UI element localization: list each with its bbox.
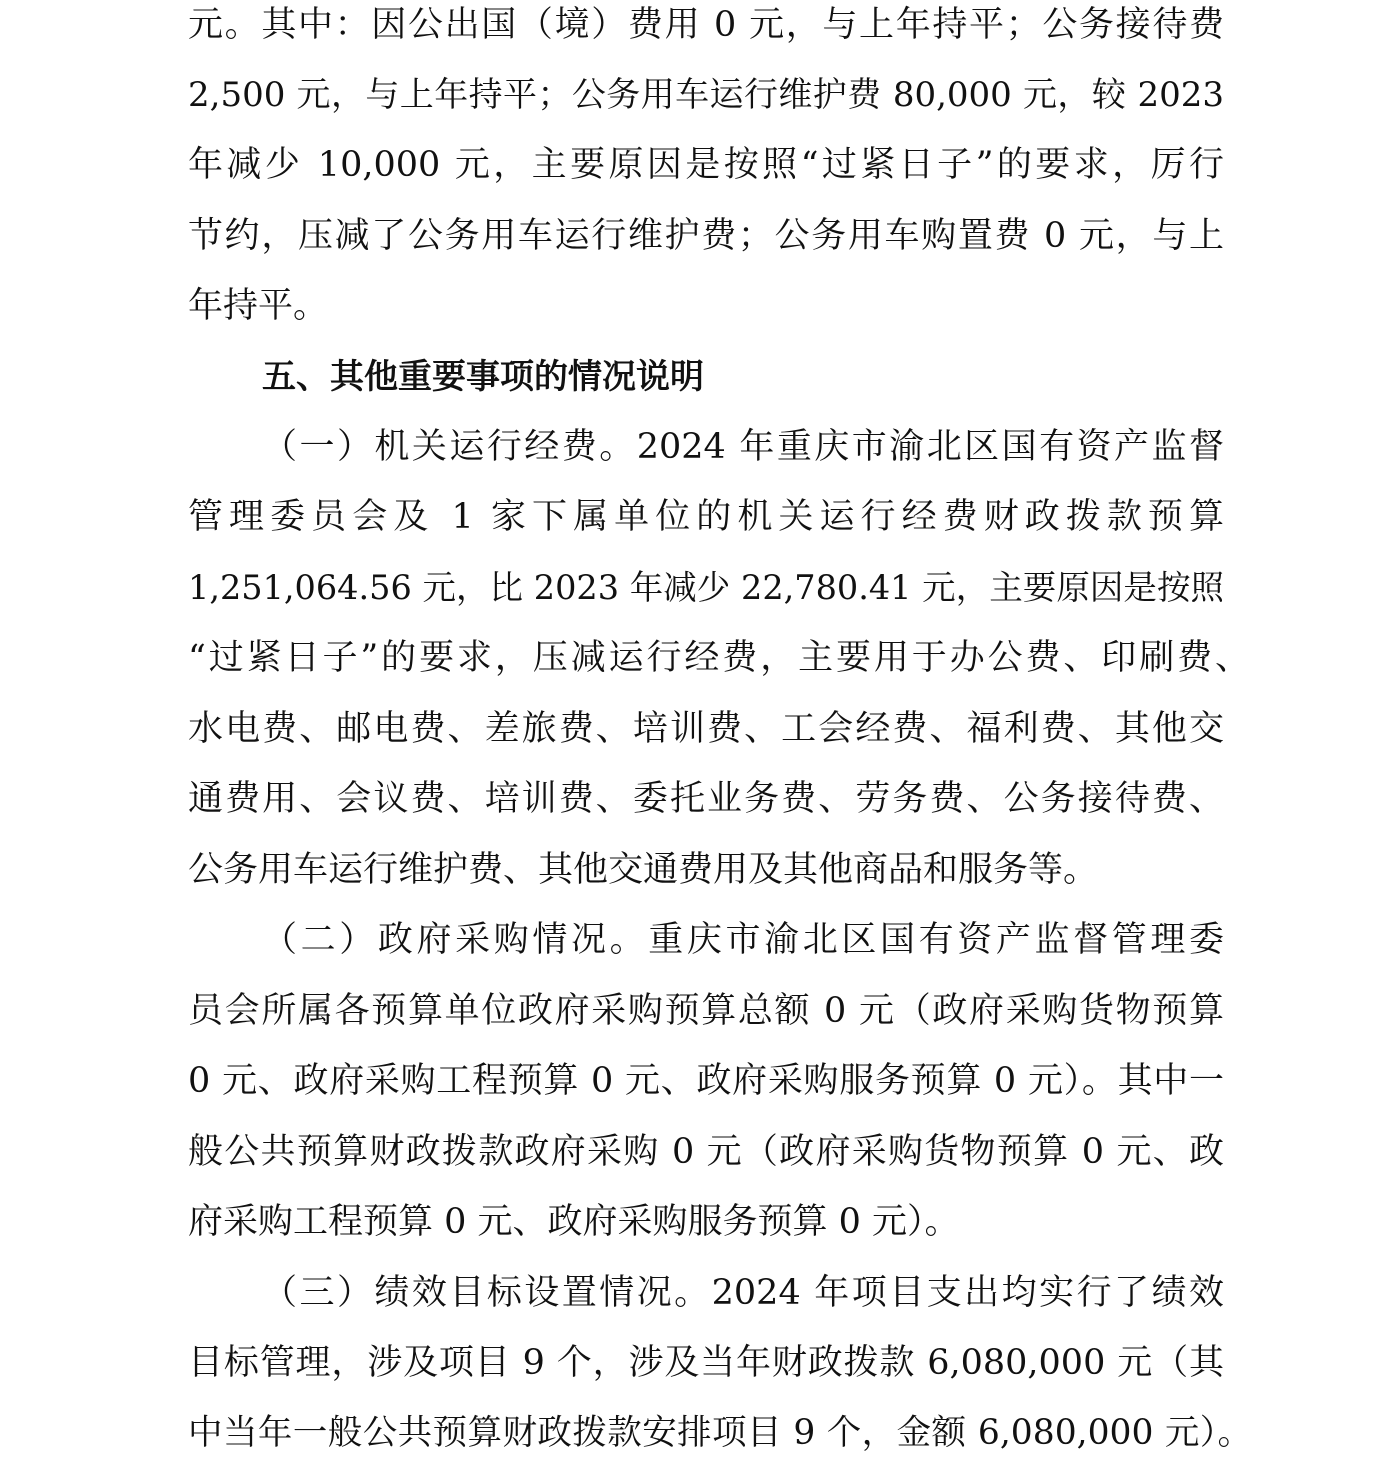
paragraph-label: （三）绩效目标设置情况。 bbox=[262, 1273, 712, 1313]
body-text-line: 目标管理，涉及项目 9 个，涉及当年财政拨款 6,080,000 元（其 bbox=[188, 1343, 1224, 1383]
body-text-line: 年减少 10,000 元，主要原因是按照“过紧日子”的要求，厉行 bbox=[188, 145, 1224, 185]
body-text-line: 节约，压减了公务用车运行维护费；公务用车购置费 0 元，与上 bbox=[188, 216, 1224, 256]
body-text-line: 般公共预算财政拨款政府采购 0 元（政府采购货物预算 0 元、政 bbox=[188, 1132, 1224, 1172]
body-text-line: 通费用、会议费、培训费、委托业务费、劳务费、公务接待费、 bbox=[188, 779, 1224, 819]
body-text-line: 1,251,064.56 元，比 2023 年减少 22,780.41 元，主要原因是按照 bbox=[188, 568, 1224, 607]
paragraph-first-line bbox=[262, 915, 1224, 965]
body-text-line: 元。其中：因公出国（境）费用 0 元，与上年持平；公务接待费 bbox=[188, 5, 1224, 45]
body-text-line: 年持平。 bbox=[188, 286, 329, 326]
body-text-line: 员会所属各预算单位政府采购预算总额 0 元（政府采购货物预算 bbox=[188, 991, 1224, 1031]
body-text-line: 管理委员会及 1 家下属单位的机关运行经费财政拨款预算 bbox=[188, 497, 1224, 537]
section-heading: 五、其他重要事项的情况说明 bbox=[262, 357, 704, 397]
body-text-line: 中当年一般公共预算财政拨款安排项目 9 个，金额 6,080,000 元）。 bbox=[188, 1413, 1252, 1453]
body-text-line: 2,500 元，与上年持平；公务用车运行维护费 80,000 元，较 2023 bbox=[188, 75, 1224, 115]
body-text-line: “过紧日子”的要求，压减运行经费，主要用于办公费、印刷费、 bbox=[188, 638, 1250, 678]
paragraph-first-line bbox=[262, 1268, 1224, 1318]
paragraph-text: 重庆市渝北区国有资产监督管理委 bbox=[648, 920, 1224, 960]
paragraph-label: （一）机关运行经费。 bbox=[262, 427, 637, 467]
body-text-line: 0 元、政府采购工程预算 0 元、政府采购服务预算 0 元）。其中一 bbox=[188, 1061, 1224, 1101]
body-text-line: 府采购工程预算 0 元、政府采购服务预算 0 元）。 bbox=[188, 1202, 960, 1242]
body-text-line: 公务用车运行维护费、其他交通费用及其他商品和服务等。 bbox=[188, 850, 1099, 890]
paragraph-first-line bbox=[262, 422, 1224, 472]
paragraph-label: （二）政府采购情况。 bbox=[262, 920, 649, 960]
paragraph-text: 2024 年重庆市渝北区国有资产监督 bbox=[636, 427, 1224, 467]
body-text-line: 水电费、邮电费、差旅费、培训费、工会经费、福利费、其他交 bbox=[188, 709, 1224, 749]
paragraph-text: 2024 年项目支出均实行了绩效 bbox=[711, 1273, 1224, 1313]
